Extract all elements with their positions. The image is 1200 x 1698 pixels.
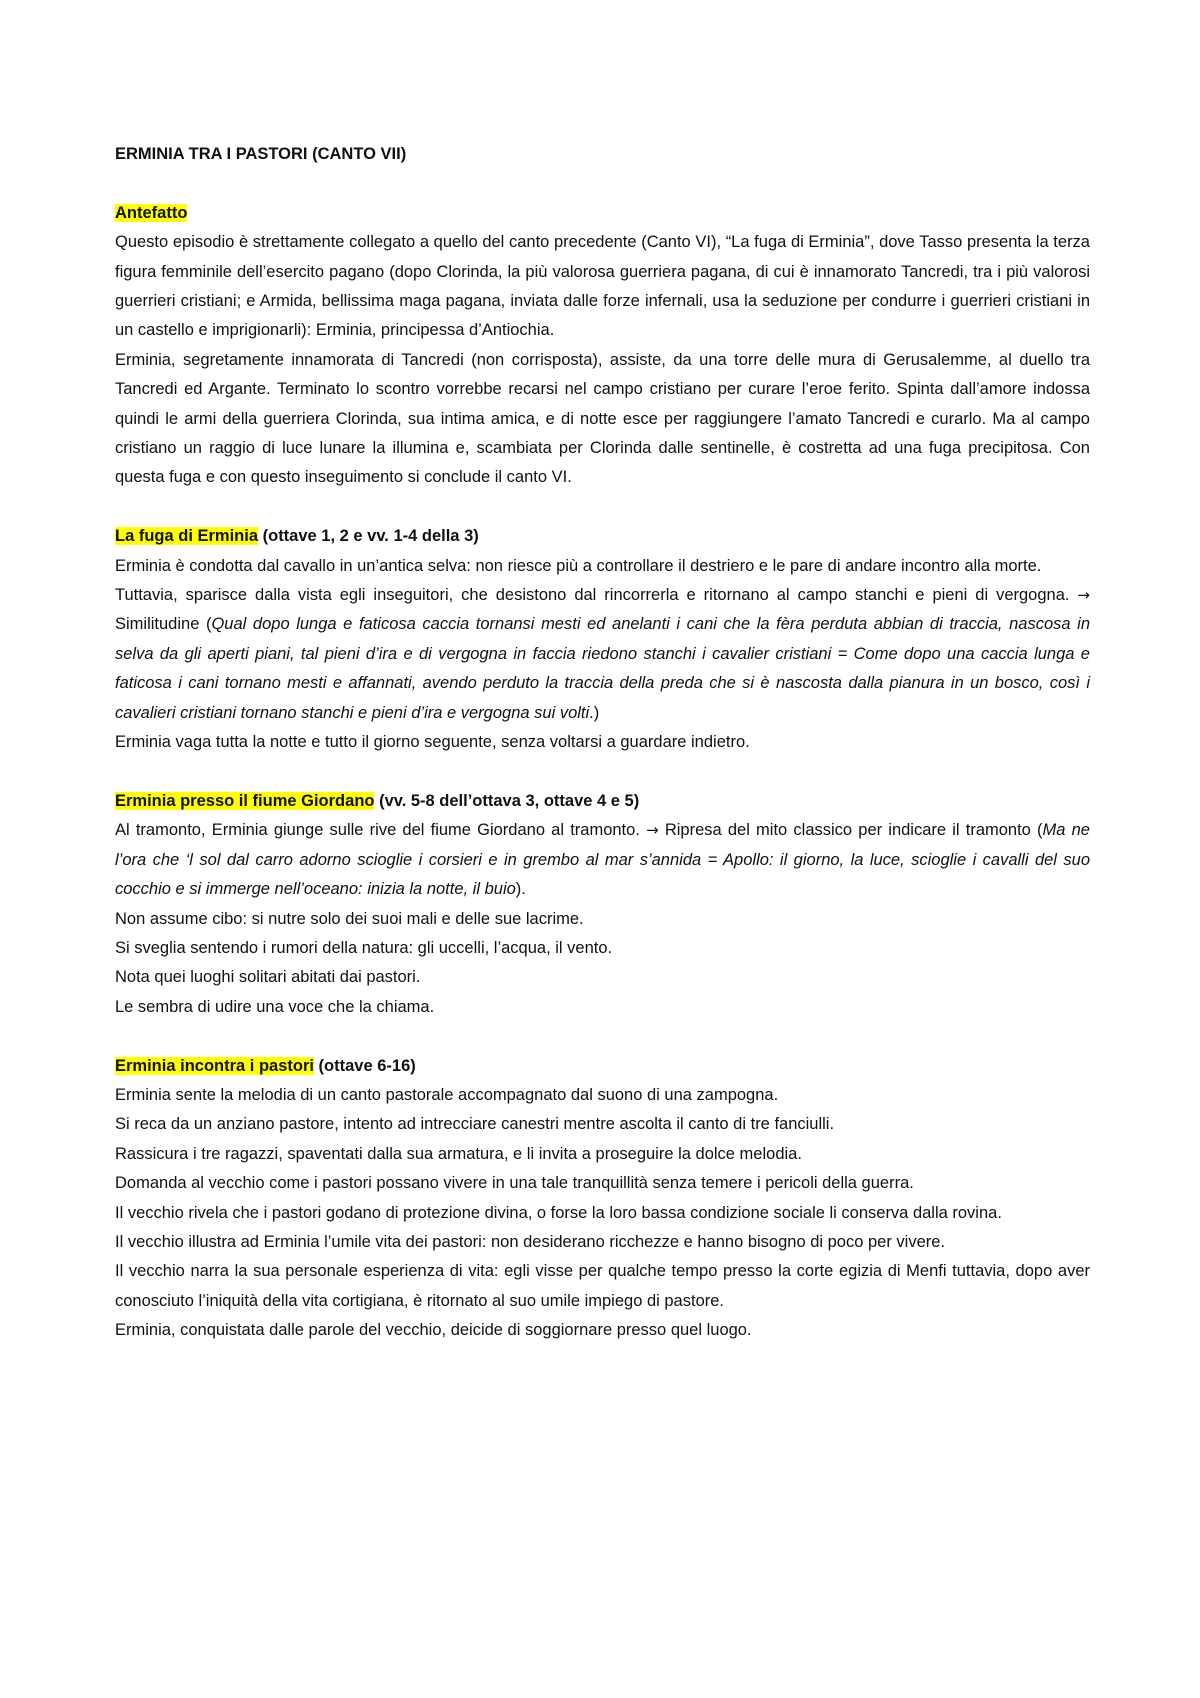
spacer bbox=[115, 169, 1090, 198]
heading-reference: (ottave 1, 2 e vv. 1-4 della 3) bbox=[258, 527, 479, 546]
paragraph bbox=[115, 816, 1090, 904]
paragraph: Nota quei luoghi solitari abitati dai pastori. bbox=[115, 968, 421, 987]
highlighted-heading: La fuga di Erminia bbox=[115, 527, 259, 546]
section-heading bbox=[115, 787, 1090, 816]
text-run: .) bbox=[589, 703, 600, 722]
section-heading bbox=[115, 1052, 1090, 1081]
paragraph: Questo episodio è strettamente collegato a quello del canto precedente (Canto VI), “La fuga di Erminia”, dove Tasso presenta la terza figura femminile dell’esercito pagano (dopo Clorinda, la più valorosa guerriera pagana, di cui è innamorato Tancredi, tra i più valorosi guerrieri cristiani; e Armida, bellissima maga pagana, inviata dalle forze infernali, usa la seduzione per condurre i guerrieri cristiani in un castello e imprigionarli): Erminia, principessa d’Antiochia. bbox=[115, 233, 1090, 340]
paragraph: Erminia, conquistata dalle parole del vecchio, deicide di soggiornare presso quel luogo. bbox=[115, 1321, 752, 1340]
paragraph: Erminia, segretamente innamorata di Tancredi (non corrisposta), assiste, da una torre delle mura di Gerusalemme, al duello tra Tancredi ed Argante. Terminato lo scontro vorrebbe recarsi nel campo cristiano per curare l’eroe ferito. Spinta dall’amore indossa quindi le armi della guerriera Clorinda, sua intima amica, e di notte esce per raggiungere l’amato Tancredi e curarlo. Ma al campo cristiano un raggio di luce lunare la illumina e, scambiata per Clorinda dalle sentinelle, è costretta ad una fuga precipitosa. Con questa fuga e con questo inseguimento si conclude il canto VI. bbox=[115, 350, 1090, 487]
heading-reference: (ottave 6-16) bbox=[313, 1056, 416, 1075]
paragraph: Rassicura i tre ragazzi, spaventati dalla sua armatura, e li invita a proseguire la dolce melodia. bbox=[115, 1144, 802, 1163]
italic-quote: Qual dopo lunga e faticosa caccia tornansi mesti ed anelanti i cani che la fèra perduta abbian di traccia, nascosa in selva da gli aperti piani, tal pieni d’ira e di vergogna in faccia riedono stanchi i cavalier cristiani = Come dopo una caccia lunga e faticosa i cani tornano mesti e affannati, avendo perduto la traccia della preda che si è nascosta dalla pianura in un bosco, così i cavalieri cristiani tornano stanchi e pieni d’ira e vergogna sui volti bbox=[115, 615, 1091, 722]
section-pastori bbox=[115, 1052, 1090, 1346]
highlighted-heading: Erminia incontra i pastori bbox=[115, 1056, 314, 1075]
spacer bbox=[115, 493, 1090, 522]
text-run: Tuttavia, sparisce dalla vista egli inseguitori, che desistono dal rincorrerla e ritornano al campo stanchi e pieni di vergogna. bbox=[115, 586, 1078, 605]
highlighted-heading: Antefatto bbox=[115, 203, 188, 222]
paragraph: Le sembra di udire una voce che la chiama. bbox=[115, 997, 435, 1016]
text-run: Al tramonto, Erminia giunge sulle rive del fiume Giordano al tramonto. bbox=[115, 821, 647, 840]
paragraph: Il vecchio illustra ad Erminia l’umile vita dei pastori: non desiderano ricchezze e hanno bisogno di poco per vivere. bbox=[115, 1232, 946, 1251]
section-heading bbox=[115, 522, 1090, 551]
right-arrow-icon: → bbox=[1077, 586, 1090, 605]
text-run: Ripresa del mito classico per indicare il tramonto ( bbox=[658, 821, 1043, 840]
paragraph bbox=[115, 581, 1090, 728]
paragraph: Il vecchio rivela che i pastori godano di protezione divina, o forse la loro bassa condizione sociale li conserva dalla rovina. bbox=[115, 1203, 1002, 1222]
paragraph: Il vecchio narra la sua personale esperienza di vita: egli visse per qualche tempo presso la corte egizia di Menfi tuttavia, dopo aver conosciuto l’iniquità della vita cortigiana, è ritornato al suo umile impiego di pastore. bbox=[115, 1262, 1090, 1310]
right-arrow-icon: → bbox=[646, 821, 659, 840]
spacer bbox=[115, 758, 1090, 787]
paragraph: Erminia è condotta dal cavallo in un’antica selva: non riesce più a controllare il destriero e le pare di andare incontro alla morte. bbox=[115, 556, 1042, 575]
section-antefatto bbox=[115, 199, 1090, 493]
italic-quote: Ma ne l’ora che ‘l sol dal carro adorno scioglie i corsieri e in grembo al mar s’annida = Apollo: il giorno, la luce, scioglie i cavalli del suo cocchio e si immerge nell’oceano: inizia la notte, il buio bbox=[115, 821, 1090, 899]
paragraph: Si sveglia sentendo i rumori della natura: gli uccelli, l’acqua, il vento. bbox=[115, 938, 613, 957]
paragraph: Domanda al vecchio come i pastori possano vivere in una tale tranquillità senza temere i pericoli della guerra. bbox=[115, 1174, 914, 1193]
document-page bbox=[115, 140, 1090, 1346]
text-run: Similitudine ( bbox=[115, 615, 212, 634]
heading-reference: (vv. 5-8 dell’ottava 3, ottave 4 e 5) bbox=[374, 791, 640, 810]
paragraph: Non assume cibo: si nutre solo dei suoi mali e delle sue lacrime. bbox=[115, 909, 584, 928]
paragraph: Erminia vaga tutta la notte e tutto il giorno seguente, senza voltarsi a guardare indietro. bbox=[115, 733, 750, 752]
section-giordano bbox=[115, 787, 1090, 1022]
paragraph: Si reca da un anziano pastore, intento ad intrecciare canestri mentre ascolta il canto di tre fanciulli. bbox=[115, 1115, 835, 1134]
section-fuga bbox=[115, 522, 1090, 757]
section-heading bbox=[115, 199, 1090, 228]
text-run: ). bbox=[515, 880, 526, 899]
document-title: ERMINIA TRA I PASTORI (CANTO VII) bbox=[115, 145, 407, 163]
paragraph: Erminia sente la melodia di un canto pastorale accompagnato dal suono di una zampogna. bbox=[115, 1085, 779, 1104]
spacer bbox=[115, 1022, 1090, 1051]
highlighted-heading: Erminia presso il fiume Giordano bbox=[115, 791, 375, 810]
